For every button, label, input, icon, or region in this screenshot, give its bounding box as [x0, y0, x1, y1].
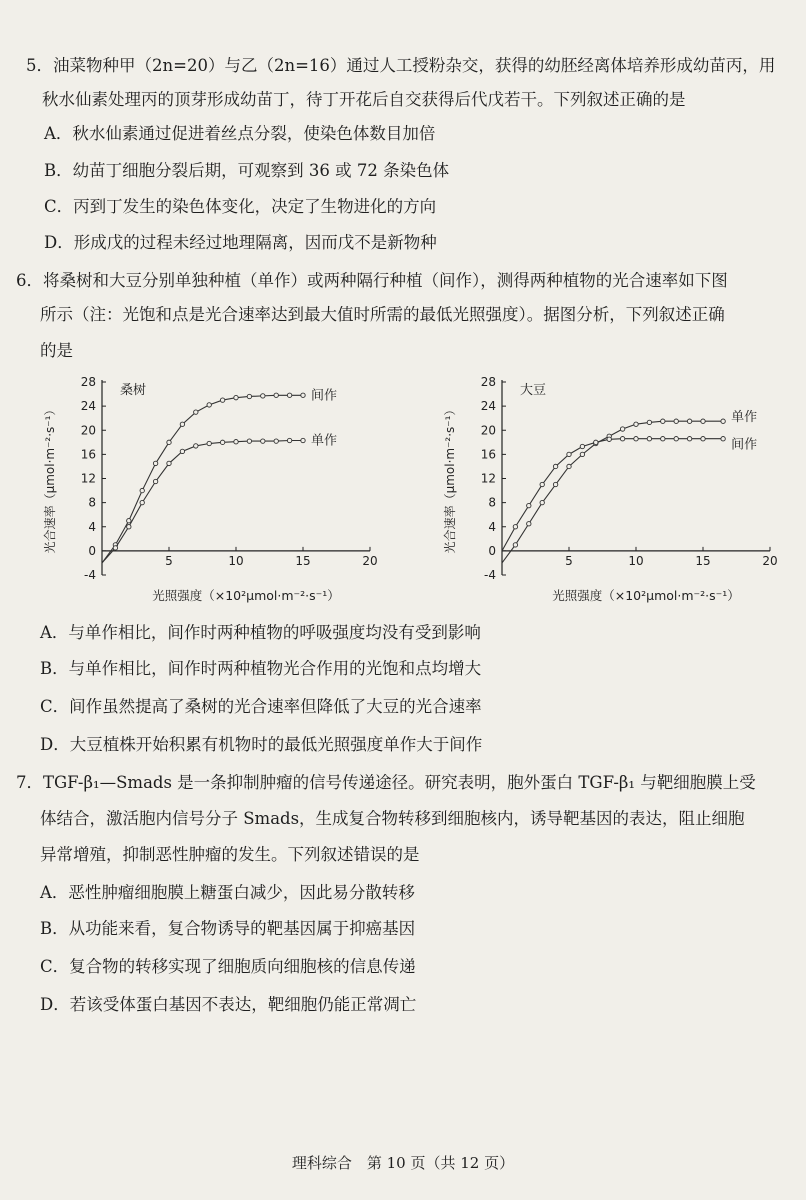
- data-point: [234, 395, 238, 399]
- data-point: [647, 436, 651, 440]
- y-tick-label: 24: [80, 399, 96, 414]
- q7-option-d: D．若该受体蛋白基因不表达，靶细胞仍能正常凋亡: [40, 995, 417, 1014]
- data-point: [553, 482, 557, 486]
- data-point: [620, 436, 624, 440]
- data-point: [527, 522, 531, 526]
- data-point: [234, 440, 238, 444]
- q5-option-d: D．形成戊的过程未经过地理隔离，因而戊不是新物种: [44, 233, 437, 252]
- x-tick-label: 5: [165, 553, 173, 568]
- y-tick-label: 20: [480, 423, 496, 438]
- data-point: [540, 482, 544, 486]
- series-line: [502, 421, 723, 563]
- data-point: [674, 436, 678, 440]
- data-point: [194, 444, 198, 448]
- y-tick-label: 0: [88, 543, 96, 558]
- x-tick-label: 5: [565, 553, 573, 568]
- data-point: [274, 393, 278, 397]
- q6-stem-line-1: 6．将桑树和大豆分别单独种植（单作）或两种隔行种植（间作），测得两种植物的光合速率如下图: [16, 271, 728, 290]
- y-tick-label: 16: [80, 447, 96, 462]
- q7-stem-line-1: 7．TGF-β₁—Smads 是一条抑制肿瘤的信号传递途径。研究表明，胞外蛋白 TGF-β₁ 与靶细胞膜上受: [16, 773, 756, 792]
- data-point: [301, 438, 305, 442]
- data-point: [301, 393, 305, 397]
- x-tick-label: 10: [228, 553, 244, 568]
- y-tick-label: 28: [80, 375, 96, 389]
- y-tick-label: 12: [480, 471, 496, 486]
- y-tick-label: 12: [80, 471, 96, 486]
- q5-stem-line-1: 5．油菜物种甲（2n=20）与乙（2n=16）通过人工授粉杂交，获得的幼胚经离体培养形成幼苗丙，用: [26, 56, 776, 75]
- data-point: [127, 525, 131, 529]
- data-point: [721, 436, 725, 440]
- q7-option-c: C．复合物的转移实现了细胞质向细胞核的信息传递: [40, 957, 416, 976]
- y-tick-label: -4: [484, 568, 496, 582]
- y-tick-label: 8: [488, 495, 496, 510]
- data-point: [247, 439, 251, 443]
- q7-stem-line-3: 异常增殖，抑制恶性肿瘤的发生。下列叙述错误的是: [40, 845, 420, 864]
- data-point: [661, 419, 665, 423]
- data-point: [180, 422, 184, 426]
- data-point: [674, 419, 678, 423]
- data-point: [220, 398, 224, 402]
- data-point: [140, 488, 144, 492]
- q5-option-b: B．幼苗丁细胞分裂后期，可观察到 36 或 72 条染色体: [44, 161, 450, 180]
- x-tick-label: 10: [628, 553, 644, 568]
- q6-option-c: C．间作虽然提高了桑树的光合速率但降低了大豆的光合速率: [40, 697, 482, 716]
- q7-option-b: B．从功能来看，复合物诱导的靶基因属于抑癌基因: [40, 919, 416, 938]
- data-point: [661, 436, 665, 440]
- series-label: 单作: [731, 410, 758, 426]
- data-point: [634, 422, 638, 426]
- data-point: [113, 546, 117, 550]
- y-tick-label: 16: [480, 447, 496, 462]
- data-point: [287, 393, 291, 397]
- data-point: [721, 419, 725, 423]
- series-line: [102, 395, 303, 563]
- data-point: [140, 500, 144, 504]
- y-axis-label: 光合速率（μmol·m⁻²·s⁻¹）: [43, 403, 57, 554]
- x-tick-label: 20: [362, 553, 378, 568]
- q6-stem-line-3: 的是: [40, 341, 73, 360]
- y-tick-label: 8: [88, 495, 96, 510]
- series-label: 间作: [311, 388, 338, 404]
- data-point: [687, 419, 691, 423]
- soybean-photosynthesis-chart: [440, 370, 780, 605]
- page-footer: 理科综合 第 10 页（共 12 页）: [291, 1154, 515, 1172]
- data-point: [513, 543, 517, 547]
- chart-title: 桑树: [120, 383, 147, 398]
- data-point: [701, 436, 705, 440]
- x-tick-label: 20: [762, 553, 778, 568]
- q5-stem-line-2: 秋水仙素处理丙的顶芽形成幼苗丁，待丁开花后自交获得后代戊若干。下列叙述正确的是: [42, 90, 686, 109]
- x-tick-label: 15: [295, 553, 311, 568]
- data-point: [553, 464, 557, 468]
- x-axis-label: 光照强度（×10²μmol·m⁻²·s⁻¹）: [152, 588, 340, 603]
- data-point: [567, 452, 571, 456]
- data-point: [607, 437, 611, 441]
- q7-stem-line-2: 体结合，激活胞内信号分子 Smads，生成复合物转移到细胞核内，诱导靶基因的表达，阻止细胞: [40, 809, 745, 828]
- q6-option-a: A．与单作相比，间作时两种植物的呼吸强度均没有受到影响: [40, 623, 481, 642]
- data-point: [180, 449, 184, 453]
- y-tick-label: 24: [480, 399, 496, 414]
- data-point: [594, 440, 598, 444]
- data-point: [287, 438, 291, 442]
- data-point: [620, 427, 624, 431]
- data-point: [153, 479, 157, 483]
- y-tick-label: -4: [84, 568, 96, 582]
- q5-option-a: A．秋水仙素通过促进着丝点分裂，使染色体数目加倍: [44, 124, 436, 143]
- data-point: [127, 519, 131, 523]
- data-point: [634, 436, 638, 440]
- series-line: [502, 439, 723, 551]
- data-point: [194, 410, 198, 414]
- data-point: [261, 394, 265, 398]
- data-point: [580, 452, 584, 456]
- x-axis-label: 光照强度（×10²μmol·m⁻²·s⁻¹）: [552, 588, 740, 603]
- series-label: 间作: [731, 437, 758, 453]
- data-point: [220, 440, 224, 444]
- data-point: [274, 439, 278, 443]
- x-tick-label: 15: [695, 553, 711, 568]
- q5-option-c: C．丙到丁发生的染色体变化，决定了生物进化的方向: [44, 197, 437, 216]
- data-point: [513, 525, 517, 529]
- chart-title: 大豆: [520, 383, 547, 398]
- series-line: [102, 441, 303, 563]
- data-point: [247, 394, 251, 398]
- y-tick-label: 4: [88, 519, 96, 534]
- y-tick-label: 28: [480, 375, 496, 389]
- data-point: [207, 441, 211, 445]
- data-point: [153, 461, 157, 465]
- data-point: [540, 500, 544, 504]
- series-label: 单作: [311, 433, 338, 449]
- q6-stem-line-2: 所示（注：光饱和点是光合速率达到最大值时所需的最低光照强度）。据图分析，下列叙述正确: [40, 305, 725, 324]
- y-tick-label: 4: [488, 519, 496, 534]
- data-point: [567, 464, 571, 468]
- data-point: [527, 503, 531, 507]
- data-point: [167, 461, 171, 465]
- data-point: [167, 440, 171, 444]
- y-tick-label: 20: [80, 423, 96, 438]
- q6-option-b: B．与单作相比，间作时两种植物光合作用的光饱和点均增大: [40, 659, 482, 678]
- mulberry-photosynthesis-chart: [40, 370, 380, 605]
- data-point: [647, 420, 651, 424]
- data-point: [701, 419, 705, 423]
- y-tick-label: 0: [488, 543, 496, 558]
- data-point: [580, 444, 584, 448]
- y-axis-label: 光合速率（μmol·m⁻²·s⁻¹）: [443, 403, 457, 554]
- data-point: [687, 436, 691, 440]
- data-point: [261, 439, 265, 443]
- data-point: [207, 403, 211, 407]
- q7-option-a: A．恶性肿瘤细胞膜上糖蛋白减少，因此易分散转移: [40, 883, 415, 902]
- q6-option-d: D．大豆植株开始积累有机物时的最低光照强度单作大于间作: [40, 735, 483, 754]
